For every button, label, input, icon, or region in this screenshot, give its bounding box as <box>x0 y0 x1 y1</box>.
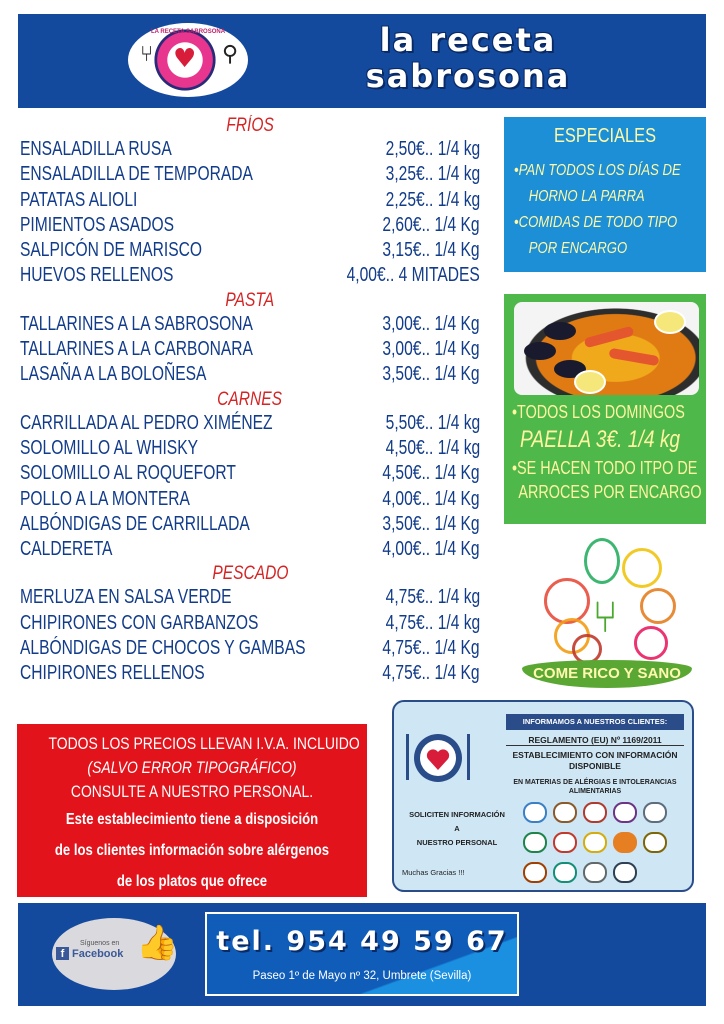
menu-item-name: HUEVOS RELLENOS <box>20 264 174 287</box>
menu-list <box>20 114 480 687</box>
menu-item <box>20 137 480 162</box>
phone-number[interactable]: tel. 954 49 59 67 <box>216 926 508 957</box>
menu-item <box>20 487 480 512</box>
paella-price: PAELLA 3€. 1/4 kg <box>520 426 681 453</box>
menu-item-name: CHIPIRONES RELLENOS <box>20 662 205 685</box>
allergen-icons-grid <box>520 800 680 890</box>
menu-item-price: 4,00€.. 1/4 Kg <box>382 487 480 510</box>
menu-item <box>20 436 480 461</box>
notice-line-1: TODOS LOS PRECIOS LLEVAN I.V.A. INCLUIDO <box>48 734 360 753</box>
especiales-item-1-line-2: HORNO LA PARRA <box>528 188 645 205</box>
menu-item-price: 4,75€.. 1/4 kg <box>385 586 480 609</box>
thumbs-up-icon: 👍 <box>136 923 179 963</box>
menu-item-name: CARRILLADA AL PEDRO XIMÉNEZ <box>20 411 273 434</box>
paella-line-1: •TODOS LOS DOMINGOS <box>512 402 685 422</box>
section-title: PESCADO <box>211 563 289 585</box>
allergen-thanks: Muchas Gracias !!! <box>402 868 465 877</box>
allergen-icon <box>523 862 547 883</box>
allergen-icon <box>583 832 607 853</box>
menu-item <box>20 461 480 486</box>
menu-item-price: 4,00€.. 4 MITADES <box>346 264 480 287</box>
brand-title <box>318 22 618 94</box>
allergen-request-line-3: NUESTRO PERSONAL <box>416 838 498 847</box>
spoon-icon: ⚲ <box>222 42 239 67</box>
allergen-icon <box>613 862 637 883</box>
allergen-request <box>398 808 516 850</box>
menu-item-price: 4,00€.. 1/4 Kg <box>382 538 480 561</box>
paella-photo <box>514 302 699 395</box>
menu-item <box>20 537 480 562</box>
menu-item-price: 3,50€.. 1/4 Kg <box>382 363 480 386</box>
menu-item-name: ALBÓNDIGAS DE CHOCOS Y GAMBAS <box>20 637 306 660</box>
allergen-request-line-1: SOLICITEN INFORMACIÓN <box>409 810 505 819</box>
menu-item <box>20 661 480 686</box>
menu-item-name: CALDERETA <box>20 538 113 561</box>
especiales-box <box>504 117 706 272</box>
menu-item-name: PATATAS ALIOLI <box>20 188 138 211</box>
menu-item-price: 2,60€.. 1/4 Kg <box>382 213 480 236</box>
menu-item-name: POLLO A LA MONTERA <box>20 487 190 510</box>
menu-item-name: TALLARINES A LA CARBONARA <box>20 338 253 361</box>
menu-item <box>20 611 480 636</box>
menu-item-name: MERLUZA EN SALSA VERDE <box>20 586 232 609</box>
brand-line-2: sabrosona <box>365 57 571 95</box>
menu-item-price: 4,75€.. 1/4 Kg <box>382 662 480 685</box>
menu-item-name: CHIPIRONES CON GARBANZOS <box>20 611 259 634</box>
facebook-label[interactable]: Facebook <box>72 948 124 960</box>
menu-item-price: 3,15€.. 1/4 Kg <box>382 239 480 262</box>
menu-item <box>20 362 480 387</box>
menu-item <box>20 213 480 238</box>
allergen-icon <box>613 832 637 853</box>
menu-item-name: SOLOMILLO AL WHISKY <box>20 436 199 459</box>
allergen-request-line-2: A <box>454 824 460 833</box>
allergen-icon <box>553 862 577 883</box>
menu-item <box>20 238 480 263</box>
menu-item <box>20 636 480 661</box>
brand-line-1: la receta <box>379 21 557 59</box>
menu-item-name: LASAÑA A LA BOLOÑESA <box>20 363 207 386</box>
menu-item-price: 5,50€.. 1/4 kg <box>385 411 480 434</box>
especiales-item-2-line-2: POR ENCARGO <box>528 240 628 257</box>
notice-line-5: de los clientes información sobre alérgenos <box>54 842 330 859</box>
menu-item-name: ENSALADILLA DE TEMPORADA <box>20 163 253 186</box>
fork-icon: ⑂ <box>140 42 154 67</box>
menu-item-price: 4,50€.. 1/4 kg <box>385 436 480 459</box>
menu-item-name: TALLARINES A LA SABROSONA <box>20 312 253 335</box>
menu-item-price: 3,50€.. 1/4 Kg <box>382 512 480 535</box>
price-notice <box>17 724 367 897</box>
menu-item-price: 4,75€.. 1/4 Kg <box>382 637 480 660</box>
menu-item <box>20 312 480 337</box>
plate-heart-icon <box>402 728 474 788</box>
menu-item-name: SOLOMILLO AL ROQUEFORT <box>20 462 236 485</box>
menu-item-price: 3,00€.. 1/4 Kg <box>382 312 480 335</box>
fork-icon: ⑂ <box>592 592 619 643</box>
logo-text: LA RECETA SABROSONA <box>150 29 226 35</box>
allergen-icon <box>643 802 667 823</box>
menu-item-name: PIMIENTOS ASADOS <box>20 213 175 236</box>
allergen-icon <box>523 802 547 823</box>
menu-item <box>20 162 480 187</box>
menu-item-name: ENSALADILLA RUSA <box>20 138 172 160</box>
section-title: PASTA <box>225 289 275 311</box>
menu-item <box>20 188 480 213</box>
allergen-subject: EN MATERIAS DE ALÉRGIAS E INTOLERANCIAS ALIMENTARIAS <box>513 779 677 795</box>
allergen-establishment: ESTABLECIMIENTO CON INFORMACIÓN DISPONIBLE <box>512 750 678 771</box>
allergen-icon <box>643 832 667 853</box>
especiales-item-1-line-1: •PAN TODOS LOS DÍAS DE <box>514 162 681 179</box>
menu-item <box>20 585 480 610</box>
allergen-icon <box>553 802 577 823</box>
menu-item-price: 3,00€.. 1/4 Kg <box>382 338 480 361</box>
especiales-title: ESPECIALES <box>553 125 657 147</box>
notice-line-2: (SALVO ERROR TIPOGRÁFICO) <box>87 758 297 777</box>
facebook-icon: f <box>56 947 69 960</box>
menu-item-price: 2,50€.. 1/4 kg <box>385 138 480 160</box>
allergen-icon <box>613 802 637 823</box>
allergen-icon <box>553 832 577 853</box>
menu-item <box>20 411 480 436</box>
menu-item <box>20 263 480 288</box>
menu-item-price: 4,50€.. 1/4 Kg <box>382 462 480 485</box>
allergen-icon <box>583 802 607 823</box>
notice-line-3: CONSULTE A NUESTRO PERSONAL. <box>70 782 314 801</box>
section-title: FRÍOS <box>226 115 274 136</box>
paella-info <box>512 400 702 504</box>
menu-item <box>20 337 480 362</box>
menu-item <box>20 512 480 537</box>
especiales-item-2-line-1: •COMIDAS DE TODO TIPO <box>514 214 678 231</box>
healthy-banner: COME RICO Y SANO <box>522 660 692 688</box>
menu-item-price: 2,25€.. 1/4 kg <box>385 188 480 211</box>
notice-line-6: de los platos que ofrece <box>116 873 268 890</box>
allergen-icon <box>523 832 547 853</box>
notice-line-4: Este establecimiento tiene a disposición <box>65 811 319 828</box>
paella-line-3: •SE HACEN TODO ITPO DE <box>512 458 698 478</box>
menu-item-name: ALBÓNDIGAS DE CARRILLADA <box>20 512 250 535</box>
facebook-small-text: Síguenos en <box>80 940 120 947</box>
allergen-icon <box>583 862 607 883</box>
section-title: CARNES <box>217 388 283 410</box>
menu-item-price: 4,75€.. 1/4 kg <box>385 611 480 634</box>
address: Paseo 1º de Mayo nº 32, Umbrete (Sevilla) <box>252 970 472 982</box>
menu-item-price: 3,25€.. 1/4 kg <box>385 163 480 186</box>
allergen-regulation: REGLAMENTO (EU) Nº 1169/2011 <box>506 735 684 746</box>
allergen-header: INFORMAMOS A NUESTROS CLIENTES: <box>506 714 684 730</box>
menu-item-name: SALPICÓN DE MARISCO <box>20 239 203 262</box>
heart-icon: ♥ <box>173 44 197 74</box>
paella-line-4: ARROCES POR ENCARGO <box>518 482 702 502</box>
